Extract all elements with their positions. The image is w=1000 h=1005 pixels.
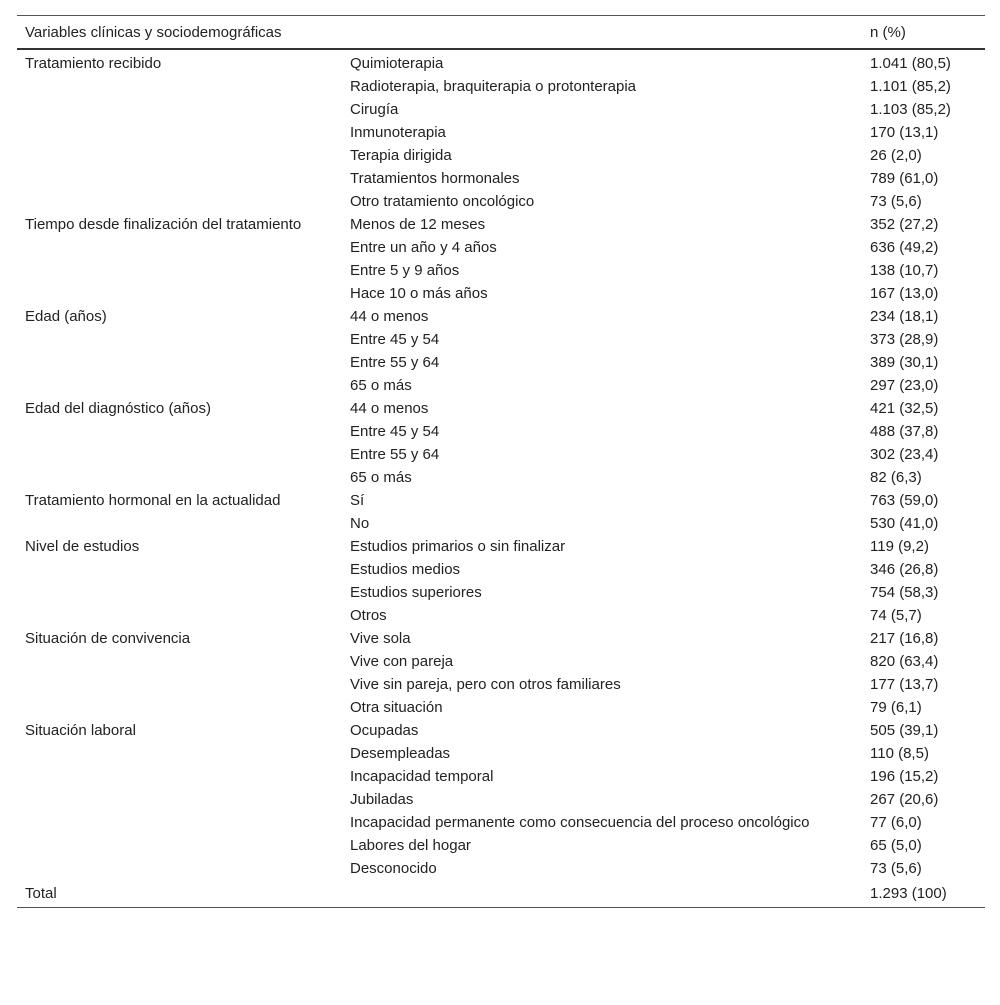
table-row (17, 512, 985, 535)
row-item-label: Quimioterapia (350, 55, 444, 72)
table-row (17, 167, 985, 190)
row-item-label: Entre 45 y 54 (350, 423, 440, 440)
row-item-label: Entre 55 y 64 (350, 446, 440, 463)
row-value: 170 (13,1) (870, 124, 939, 141)
table-row (17, 489, 985, 512)
table-row (17, 282, 985, 305)
table-row (17, 236, 985, 259)
row-group-label (17, 282, 342, 305)
row-group-label: Edad del diagnóstico (años) (25, 400, 211, 417)
row-group-label: Nivel de estudios (25, 538, 140, 555)
row-group-label (17, 581, 342, 604)
row-value: 302 (23,4) (870, 446, 939, 463)
table-row (17, 305, 985, 328)
row-value: 505 (39,1) (870, 722, 939, 739)
row-group-label (17, 696, 342, 719)
table-body (17, 49, 985, 880)
row-item-label: Labores del hogar (350, 837, 471, 854)
table-row (17, 75, 985, 98)
row-group-label (17, 834, 342, 857)
table-row (17, 581, 985, 604)
row-value: 1.101 (85,2) (870, 78, 951, 95)
row-group-label (17, 374, 342, 397)
row-value: 389 (30,1) (870, 354, 939, 371)
row-item-label: Incapacidad permanente como consecuencia del proceso oncológico (350, 814, 810, 831)
row-group-label (17, 788, 342, 811)
row-group-label (17, 742, 342, 765)
table-row (17, 627, 985, 650)
row-item-label: Entre 55 y 64 (350, 354, 440, 371)
row-group-label: Edad (años) (25, 308, 107, 325)
table-row (17, 719, 985, 742)
row-group-label (17, 121, 342, 144)
row-group-label: Situación laboral (25, 722, 136, 739)
row-value: 82 (6,3) (870, 469, 922, 486)
row-value: 79 (6,1) (870, 699, 922, 716)
row-item-label: Entre 5 y 9 años (350, 262, 460, 279)
table-row (17, 213, 985, 236)
row-group-label (17, 466, 342, 489)
header-n-pct: n (%) (862, 16, 985, 50)
row-group-label (17, 512, 342, 535)
row-group-label (17, 443, 342, 466)
row-item-label: 65 o más (350, 377, 412, 394)
table-row (17, 857, 985, 880)
row-item-label: Otra situación (350, 699, 443, 716)
table-row (17, 604, 985, 627)
row-group-label (17, 673, 342, 696)
row-value: 530 (41,0) (870, 515, 939, 532)
row-value: 196 (15,2) (870, 768, 939, 785)
table-row (17, 49, 985, 75)
table-row (17, 397, 985, 420)
row-item-label: Menos de 12 meses (350, 216, 486, 233)
row-item-label: Ocupadas (350, 722, 419, 739)
table-row (17, 742, 985, 765)
table-row (17, 443, 985, 466)
row-item-label: Radioterapia, braquiterapia o protonterapia (350, 78, 637, 95)
row-value: 346 (26,8) (870, 561, 939, 578)
row-value: 119 (9,2) (870, 538, 929, 555)
row-item-label: Desconocido (350, 860, 437, 877)
row-item-label: Estudios medios (350, 561, 461, 578)
row-group-label (17, 351, 342, 374)
row-value: 73 (5,6) (870, 193, 922, 210)
row-value: 636 (49,2) (870, 239, 939, 256)
row-group-label (17, 811, 342, 834)
table-row (17, 788, 985, 811)
row-value: 167 (13,0) (870, 285, 939, 302)
row-group-label (17, 75, 342, 98)
row-group-label (17, 236, 342, 259)
row-value: 820 (63,4) (870, 653, 939, 670)
row-value: 138 (10,7) (870, 262, 939, 279)
row-group-label: Tratamiento hormonal en la actualidad (25, 492, 281, 509)
row-item-label: Tratamientos hormonales (350, 170, 520, 187)
row-value: 65 (5,0) (870, 837, 922, 854)
table-row (17, 558, 985, 581)
row-value: 763 (59,0) (870, 492, 939, 509)
row-group-label: Situación de convivencia (25, 630, 191, 647)
row-group-label (17, 650, 342, 673)
row-value: 110 (8,5) (870, 745, 929, 762)
row-value: 26 (2,0) (870, 147, 922, 164)
row-item-label: Otro tratamiento oncológico (350, 193, 535, 210)
table-row (17, 121, 985, 144)
row-value: 234 (18,1) (870, 308, 939, 325)
table-row (17, 144, 985, 167)
row-group-label (17, 765, 342, 788)
row-item-label: Entre un año y 4 años (350, 239, 497, 256)
row-item-label: Inmunoterapia (350, 124, 446, 141)
row-item-label: Vive sin pareja, pero con otros familiares (350, 676, 621, 693)
table-row (17, 811, 985, 834)
table-row (17, 374, 985, 397)
table-row (17, 259, 985, 282)
table-row (17, 673, 985, 696)
row-value: 789 (61,0) (870, 170, 939, 187)
row-group-label (17, 420, 342, 443)
row-value: 177 (13,7) (870, 676, 939, 693)
row-value: 297 (23,0) (870, 377, 939, 394)
row-value: 488 (37,8) (870, 423, 939, 440)
row-item-label: Vive sola (350, 630, 411, 647)
row-value: 267 (20,6) (870, 791, 939, 808)
row-item-label: No (350, 515, 370, 532)
row-item-label: Sí (350, 492, 365, 509)
table-row (17, 650, 985, 673)
row-group-label (17, 558, 342, 581)
total-row (17, 880, 985, 908)
row-value: 74 (5,7) (870, 607, 922, 624)
row-value: 421 (32,5) (870, 400, 939, 417)
table-row (17, 466, 985, 489)
row-group-label (17, 259, 342, 282)
row-item-label: 44 o menos (350, 308, 429, 325)
total-empty-cell (342, 880, 862, 908)
table-row (17, 328, 985, 351)
data-table-container (17, 15, 985, 908)
row-group-label (17, 190, 342, 213)
row-value: 77 (6,0) (870, 814, 922, 831)
row-group-label: Tratamiento recibido (25, 55, 162, 72)
row-item-label: 44 o menos (350, 400, 429, 417)
row-item-label: Jubiladas (350, 791, 414, 808)
row-value: 73 (5,6) (870, 860, 922, 877)
row-value: 352 (27,2) (870, 216, 939, 233)
table-row (17, 351, 985, 374)
row-group-label (17, 167, 342, 190)
row-item-label: Estudios primarios o sin finalizar (350, 538, 566, 555)
row-group-label (17, 328, 342, 351)
row-item-label: Otros (350, 607, 387, 624)
total-label: Total (17, 880, 342, 908)
data-table (17, 15, 985, 908)
header-variables: Variables clínicas y sociodemográficas (17, 16, 862, 50)
table-row (17, 834, 985, 857)
row-value: 754 (58,3) (870, 584, 939, 601)
table-row (17, 696, 985, 719)
row-item-label: Vive con pareja (350, 653, 454, 670)
table-row (17, 190, 985, 213)
row-item-label: Estudios superiores (350, 584, 482, 601)
table-header-row (17, 16, 985, 50)
row-group-label: Tiempo desde finalización del tratamiento (25, 216, 302, 233)
row-item-label: Desempleadas (350, 745, 451, 762)
table-row (17, 535, 985, 558)
row-value: 373 (28,9) (870, 331, 939, 348)
row-group-label (17, 857, 342, 880)
row-value: 1.041 (80,5) (870, 55, 951, 72)
table-row (17, 98, 985, 121)
row-group-label (17, 604, 342, 627)
table-row (17, 420, 985, 443)
row-item-label: Entre 45 y 54 (350, 331, 440, 348)
row-item-label: Cirugía (350, 101, 399, 118)
row-group-label (17, 98, 342, 121)
row-item-label: Incapacidad temporal (350, 768, 494, 785)
row-value: 217 (16,8) (870, 630, 939, 647)
row-item-label: Terapia dirigida (350, 147, 452, 164)
table-row (17, 765, 985, 788)
total-value: 1.293 (100) (862, 880, 985, 908)
row-value: 1.103 (85,2) (870, 101, 951, 118)
row-item-label: 65 o más (350, 469, 412, 486)
row-group-label (17, 144, 342, 167)
row-item-label: Hace 10 o más años (350, 285, 488, 302)
